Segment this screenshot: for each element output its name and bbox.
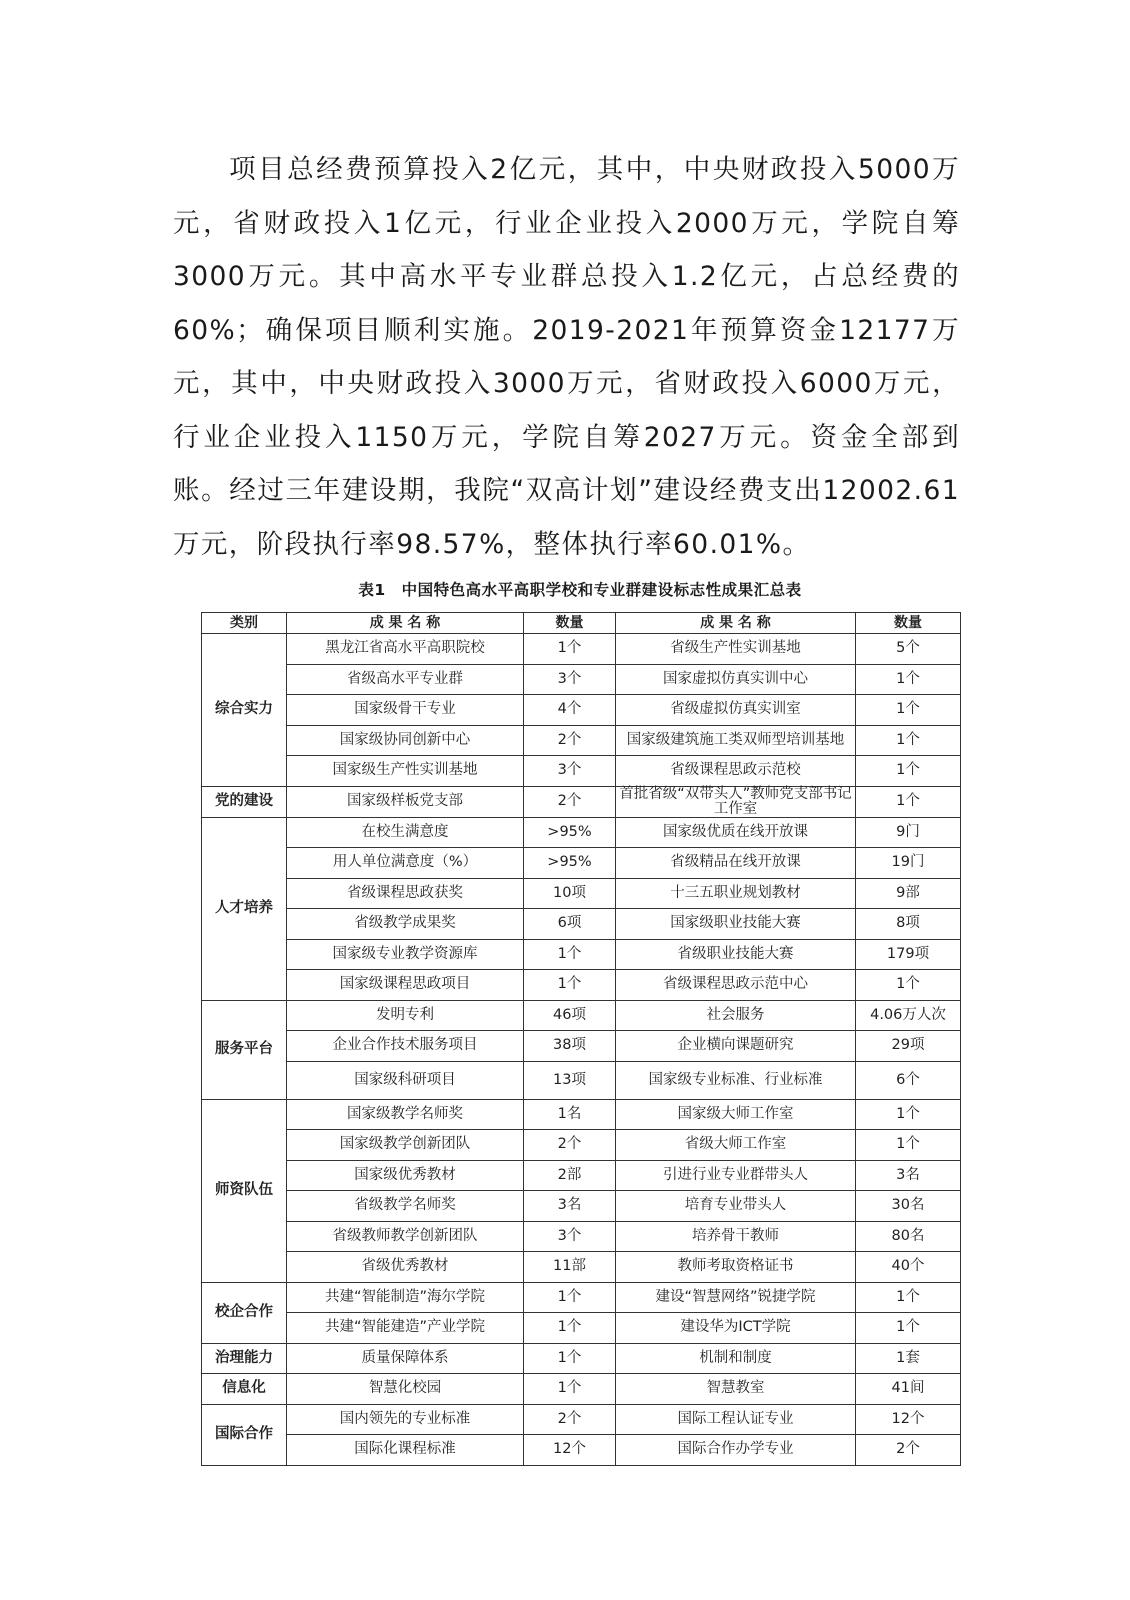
category-cell: 信息化	[202, 1374, 287, 1405]
achievement-name-cell: 企业横向课题研究	[616, 1031, 856, 1062]
achievement-name-cell: 省级生产性实训基地	[616, 634, 856, 665]
achievement-name-cell: 智慧化校园	[287, 1374, 524, 1405]
quantity-cell: 1个	[856, 970, 961, 1001]
table-row	[202, 1404, 961, 1435]
table-row	[202, 909, 961, 940]
header-category: 类别	[202, 613, 287, 634]
quantity-cell: 10项	[524, 878, 616, 909]
quantity-cell: 2个	[856, 1435, 961, 1466]
achievement-name-cell: 机制和制度	[616, 1343, 856, 1374]
quantity-cell: 80名	[856, 1221, 961, 1252]
achievement-name-cell: 培养骨干教师	[616, 1221, 856, 1252]
category-cell: 治理能力	[202, 1343, 287, 1374]
achievement-name-cell: 国家级骨干专业	[287, 695, 524, 726]
table-row	[202, 878, 961, 909]
achievement-name-cell: 国家级大师工作室	[616, 1099, 856, 1130]
achievement-name-cell: 省级大师工作室	[616, 1130, 856, 1161]
achievement-name-cell: 省级课程思政获奖	[287, 878, 524, 909]
table-row	[202, 1099, 961, 1130]
table-row	[202, 786, 961, 817]
table-row	[202, 1313, 961, 1344]
header-name-2: 成 果 名 称	[616, 613, 856, 634]
achievement-name-cell: 在校生满意度	[287, 817, 524, 848]
quantity-cell: 2个	[524, 725, 616, 756]
quantity-cell: 9部	[856, 878, 961, 909]
quantity-cell: 19门	[856, 848, 961, 879]
achievement-name-cell: 企业合作技术服务项目	[287, 1031, 524, 1062]
quantity-cell: 2个	[524, 786, 616, 817]
quantity-cell: 1个	[856, 725, 961, 756]
achievement-name-cell: 省级优秀教材	[287, 1252, 524, 1283]
achievement-name-cell: 智慧教室	[616, 1374, 856, 1405]
achievement-name-cell: 国际合作办学专业	[616, 1435, 856, 1466]
quantity-cell: 1个	[524, 970, 616, 1001]
quantity-cell: 29项	[856, 1031, 961, 1062]
table-row	[202, 725, 961, 756]
quantity-cell: 1个	[524, 1282, 616, 1313]
quantity-cell: 41间	[856, 1374, 961, 1405]
quantity-cell: >95%	[524, 817, 616, 848]
header-quantity-1: 数量	[524, 613, 616, 634]
quantity-cell: 1套	[856, 1343, 961, 1374]
achievement-name-cell: 国家级课程思政项目	[287, 970, 524, 1001]
table-row	[202, 756, 961, 787]
quantity-cell: 6个	[856, 1061, 961, 1099]
category-cell: 服务平台	[202, 1000, 287, 1099]
quantity-cell: 13项	[524, 1061, 616, 1099]
quantity-cell: 38项	[524, 1031, 616, 1062]
table-row	[202, 1000, 961, 1031]
body-paragraph	[173, 143, 960, 571]
achievement-name-cell: 国家级教学名师奖	[287, 1099, 524, 1130]
quantity-cell: 1个	[856, 786, 961, 817]
category-cell: 国际合作	[202, 1404, 287, 1465]
quantity-cell: 1个	[856, 1282, 961, 1313]
achievement-name-cell: 省级职业技能大赛	[616, 939, 856, 970]
quantity-cell: 1个	[856, 1313, 961, 1344]
achievement-name-cell: 建设华为ICT学院	[616, 1313, 856, 1344]
table-row	[202, 1282, 961, 1313]
table-row	[202, 817, 961, 848]
category-cell: 校企合作	[202, 1282, 287, 1343]
category-cell: 师资队伍	[202, 1099, 287, 1282]
achievement-name-cell: 国家级优秀教材	[287, 1160, 524, 1191]
quantity-cell: 46项	[524, 1000, 616, 1031]
achievement-name-cell: 省级虚拟仿真实训室	[616, 695, 856, 726]
quantity-cell: 1个	[856, 1130, 961, 1161]
quantity-cell: 3个	[524, 756, 616, 787]
quantity-cell: 12个	[524, 1435, 616, 1466]
table-row	[202, 1191, 961, 1222]
achievement-name-cell: 省级教学成果奖	[287, 909, 524, 940]
achievement-name-cell: 国家级科研项目	[287, 1061, 524, 1099]
table-row	[202, 939, 961, 970]
table-body	[202, 634, 961, 1466]
achievement-name-cell: 国家级样板党支部	[287, 786, 524, 817]
achievement-name-cell: 省级教学名师奖	[287, 1191, 524, 1222]
category-cell: 党的建设	[202, 786, 287, 817]
achievement-name-cell: 国家级专业教学资源库	[287, 939, 524, 970]
header-name-1: 成 果 名 称	[287, 613, 524, 634]
quantity-cell: 179项	[856, 939, 961, 970]
table-row	[202, 1343, 961, 1374]
category-cell: 人才培养	[202, 817, 287, 1000]
achievement-name-cell: 十三五职业规划教材	[616, 878, 856, 909]
quantity-cell: 30名	[856, 1191, 961, 1222]
quantity-cell: 5个	[856, 634, 961, 665]
paragraph-text: 项目总经费预算投入2亿元，其中，中央财政投入5000万元，省财政投入1亿元，行业企业投入2000万元，学院自筹3000万元。其中高水平专业群总投入1.2亿元，占总经费的60%；确保项目顺利实施。2019-2021年预算资金12177万元，其中，中央财政投入3000万元，省财政投入6000万元，行业企业投入1150万元，学院自筹2027万元。资金全部到账。经过三年建设期，我院“双高计划”建设经费支出12002.61万元，阶段执行率98.57%，整体执行率60.01%。	[173, 154, 960, 560]
achievement-name-cell: 培育专业带头人	[616, 1191, 856, 1222]
achievement-name-cell: 用人单位满意度（%）	[287, 848, 524, 879]
quantity-cell: 3名	[524, 1191, 616, 1222]
header-quantity-2: 数量	[856, 613, 961, 634]
achievement-name-cell: 省级高水平专业群	[287, 664, 524, 695]
achievement-name-cell: 国家级建筑施工类双师型培训基地	[616, 725, 856, 756]
achievement-name-cell: 建设“智慧网络”锐捷学院	[616, 1282, 856, 1313]
quantity-cell: 6项	[524, 909, 616, 940]
quantity-cell: 4个	[524, 695, 616, 726]
quantity-cell: 3个	[524, 1221, 616, 1252]
achievement-name-cell: 共建“智能建造”产业学院	[287, 1313, 524, 1344]
achievement-name-cell: 共建“智能制造”海尔学院	[287, 1282, 524, 1313]
achievement-name-cell: 发明专利	[287, 1000, 524, 1031]
table-row	[202, 1130, 961, 1161]
quantity-cell: 12个	[856, 1404, 961, 1435]
achievement-name-cell: 国家级职业技能大赛	[616, 909, 856, 940]
achievement-name-cell: 国家虚拟仿真实训中心	[616, 664, 856, 695]
table-row	[202, 634, 961, 665]
table-row	[202, 664, 961, 695]
quantity-cell: 1个	[524, 1374, 616, 1405]
table-caption: 表1 中国特色高水平高职学校和专业群建设标志性成果汇总表	[358, 581, 802, 599]
achievement-name-cell: 国家级教学创新团队	[287, 1130, 524, 1161]
achievement-name-cell: 国家级优质在线开放课	[616, 817, 856, 848]
table-header-row	[202, 613, 961, 634]
quantity-cell: 3个	[524, 664, 616, 695]
achievement-name-cell: 首批省级“双带头人”教师党支部书记工作室	[616, 786, 856, 817]
quantity-cell: 1个	[524, 939, 616, 970]
table-row	[202, 1435, 961, 1466]
achievement-name-cell: 国际工程认证专业	[616, 1404, 856, 1435]
table-row	[202, 1252, 961, 1283]
quantity-cell: >95%	[524, 848, 616, 879]
quantity-cell: 8项	[856, 909, 961, 940]
quantity-cell: 9门	[856, 817, 961, 848]
achievement-name-cell: 国家级专业标准、行业标准	[616, 1061, 856, 1099]
table-row	[202, 1221, 961, 1252]
achievement-name-cell: 省级教师教学创新团队	[287, 1221, 524, 1252]
achievement-name-cell: 国家级生产性实训基地	[287, 756, 524, 787]
achievement-name-cell: 教师考取资格证书	[616, 1252, 856, 1283]
quantity-cell: 1个	[524, 634, 616, 665]
quantity-cell: 1名	[524, 1099, 616, 1130]
quantity-cell: 1个	[856, 664, 961, 695]
quantity-cell: 4.06万人次	[856, 1000, 961, 1031]
table-row	[202, 695, 961, 726]
achievement-name-cell: 省级精品在线开放课	[616, 848, 856, 879]
table-row	[202, 970, 961, 1001]
achievement-summary-table	[201, 612, 961, 1466]
quantity-cell: 1个	[856, 756, 961, 787]
quantity-cell: 40个	[856, 1252, 961, 1283]
category-cell: 综合实力	[202, 634, 287, 787]
quantity-cell: 11部	[524, 1252, 616, 1283]
quantity-cell: 2部	[524, 1160, 616, 1191]
achievement-name-cell: 社会服务	[616, 1000, 856, 1031]
achievement-name-cell: 引进行业专业群带头人	[616, 1160, 856, 1191]
table-row	[202, 1031, 961, 1062]
achievement-name-cell: 国内领先的专业标准	[287, 1404, 524, 1435]
quantity-cell: 1个	[856, 695, 961, 726]
quantity-cell: 2个	[524, 1404, 616, 1435]
achievement-name-cell: 黑龙江省高水平高职院校	[287, 634, 524, 665]
quantity-cell: 3名	[856, 1160, 961, 1191]
table-row	[202, 1160, 961, 1191]
achievement-name-cell: 国际化课程标准	[287, 1435, 524, 1466]
achievement-name-cell: 国家级协同创新中心	[287, 725, 524, 756]
quantity-cell: 1个	[856, 1099, 961, 1130]
achievement-name-cell: 质量保障体系	[287, 1343, 524, 1374]
table-row	[202, 1061, 961, 1099]
quantity-cell: 1个	[524, 1313, 616, 1344]
table-row	[202, 848, 961, 879]
quantity-cell: 2个	[524, 1130, 616, 1161]
achievement-name-cell: 省级课程思政示范校	[616, 756, 856, 787]
table-row	[202, 1374, 961, 1405]
quantity-cell: 1个	[524, 1343, 616, 1374]
achievement-name-cell: 省级课程思政示范中心	[616, 970, 856, 1001]
